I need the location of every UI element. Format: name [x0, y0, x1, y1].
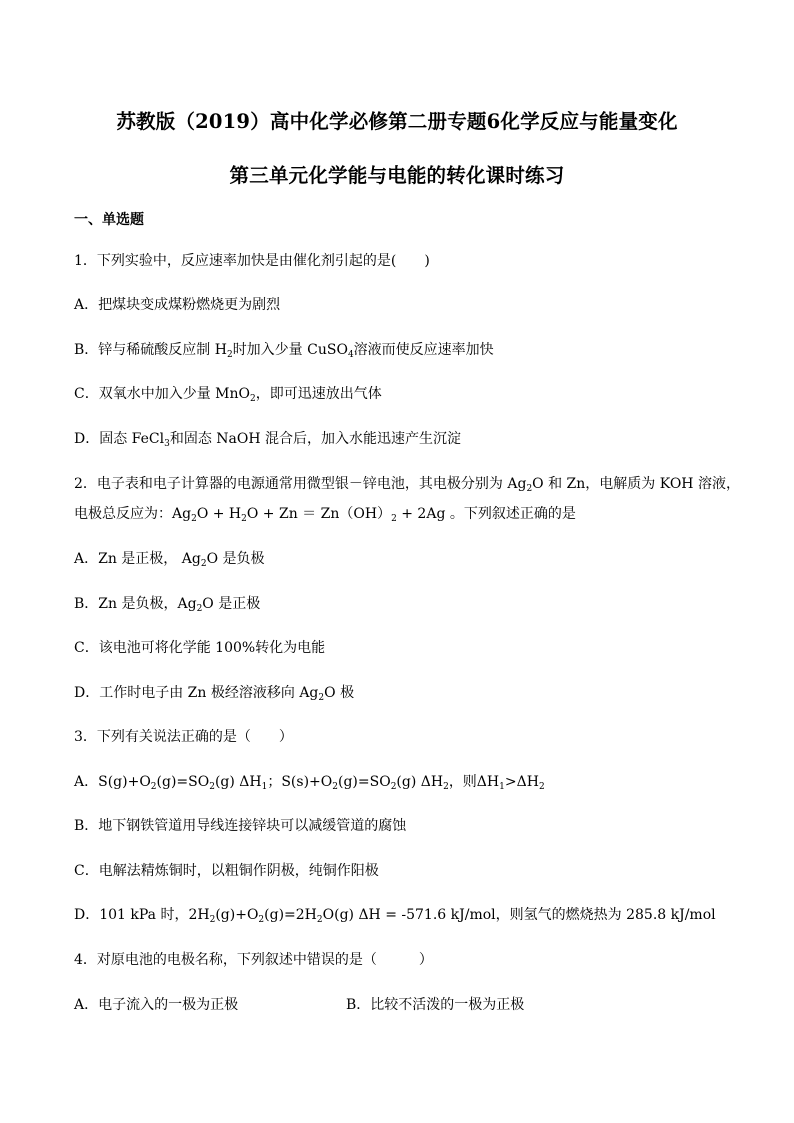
- question-1-option-b: B．锌与稀硫酸反应制 $H_2$时加入少量 CuSO$_4$溶液而使反应速率加快: [74, 342, 494, 360]
- question-1-option-d: D．固态 FeCl$_3$和固态 NaOH 混合后，加入水能迅速产生沉淀: [74, 431, 462, 449]
- question-3-option-c: C．电解法精炼铜时，以粗铜作阴极，纯铜作阳极: [74, 863, 379, 879]
- section-heading: 一、单选题: [74, 212, 144, 228]
- question-3-option-d: D．101 kPa 时，$2H_2(g)+O_2(g)=2H_2O(g) \Delta H = -571.6$ kJ/mol，则氢气的燃烧热为 285.8 kJ/mol: [74, 907, 716, 925]
- question-1-option-a: A．把煤块变成煤粉燃烧更为剧烈: [74, 297, 281, 313]
- question-2-option-c: C．该电池可将化学能 100%转化为电能: [74, 640, 326, 656]
- question-3-option-b: B．地下钢铁管道用导线连接锌块可以减缓管道的腐蚀: [74, 818, 407, 834]
- document-title-line-1: 苏教版（2019）高中化学必修第二册专题6化学反应与能量变化: [116, 110, 678, 133]
- question-4-option-b: B．比较不活泼的一极为正极: [346, 997, 525, 1013]
- question-1-option-c: C．双氧水中加入少量 MnO$_2$，即可迅速放出气体: [74, 386, 382, 404]
- question-1-stem: 1．下列实验中，反应速率加快是由催化剂引起的是( ): [74, 253, 430, 269]
- question-2-option-a: A．Zn 是正极， $Ag_2O$ 是负极: [74, 551, 265, 569]
- question-3-option-a: A．$S(g)+O_2(g)=SO_2(g)$ $\Delta H_1$；$S(s)+O_2(g)=SO_2(g)$ $\Delta H_2$，则$\Delta H_1>\Delta H_2$: [74, 774, 545, 792]
- question-2-option-d: D．工作时电子由 Zn 极经溶液移向 $Ag_2O$ 极: [74, 685, 355, 703]
- question-4-stem: 4．对原电池的电极名称，下列叙述中错误的是（ ）: [74, 952, 433, 968]
- question-3-stem: 3．下列有关说法正确的是（ ）: [74, 729, 293, 745]
- document-title-line-2: 第三单元化学能与电能的转化课时练习: [229, 164, 565, 187]
- question-4-option-a: A．电子流入的一极为正极: [74, 997, 239, 1013]
- question-2-stem-line-2: 电极总反应为：$Ag_2O + H_2O + Zn = Zn(OH)_2 + 2Ag$ 。下列叙述正确的是: [74, 506, 576, 524]
- question-2-option-b: B．Zn 是负极，$Ag_2O$ 是正极: [74, 596, 261, 614]
- question-2-stem-line-1: 2．电子表和电子计算器的电源通常用微型银－锌电池，其电极分别为 $Ag_2O$ 和 Zn，电解质为 KOH 溶液，: [74, 476, 740, 494]
